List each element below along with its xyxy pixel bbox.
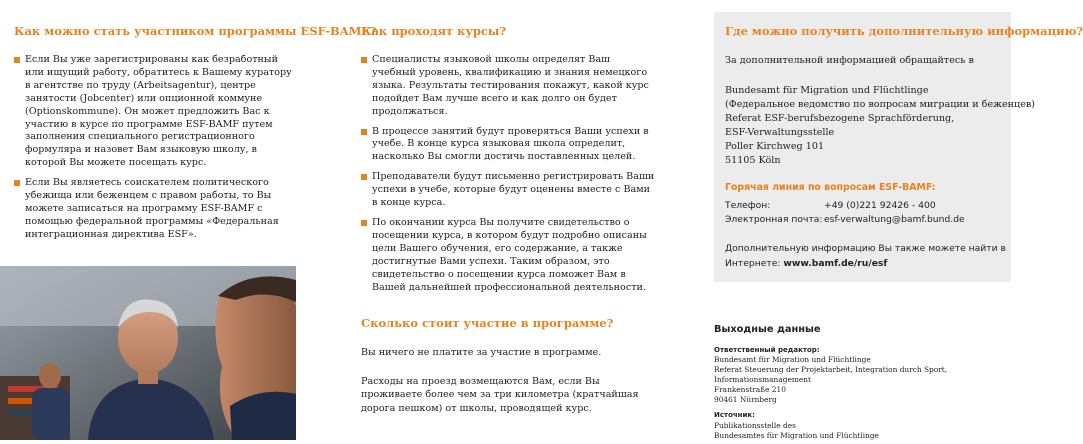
bullet-square-icon (361, 129, 367, 135)
bullet-square-icon (14, 180, 20, 186)
cost-text: Вы ничего не платите за участие в программе. (361, 347, 602, 358)
bullet-square-icon (361, 174, 367, 180)
address-line: 51105 Köln (725, 155, 781, 166)
address-line: Poller Kirchweg 101 (725, 141, 825, 152)
address-line: (Федеральное ведомство по вопросам миграции и беженцев) (725, 99, 1036, 110)
list-item-text: Преподаватели будут письменно регистрировать Ваши успехи в учебе, которые будут оценены вместе с Вами в конце курса. (372, 171, 655, 209)
list-item-text: Если Вы уже зарегистрированы как безработный или ищущий работу, обратитесь к Вашему куратору в агентстве по труду (Arbeitsagentur), центре занятости (Jobcenter) или опционной коммуне (Optionskommune). Он может предложить Вас к участию в курсе по программе ESF-BAMF путем заполнения специального регистрационного формуляра и назовет Вам языковую школу, в которой Вы можете посещать курс. (25, 54, 292, 169)
list-item (361, 54, 656, 119)
courses-heading: Как проходят курсы? (361, 24, 507, 38)
list-item-text: В процессе занятий будут проверяться Ваши успехи в учебе. В конце курса языковая школа определит, насколько Вы смогли достичь поставленных целей. (372, 125, 649, 163)
website-link[interactable]: www.bamf.de/ru/esf (783, 258, 888, 269)
list-item (361, 126, 656, 165)
info-heading: Где можно получить дополнительную информацию? (725, 24, 1083, 38)
hotline-heading: Горячая линия по вопросам ESF-BAMF: (725, 182, 936, 193)
email-row (725, 213, 965, 227)
more-info-line (725, 257, 887, 271)
source-label: Источник: (714, 411, 755, 419)
more-info-text: Дополнительную информацию Вы также можете найти в (725, 243, 1006, 254)
bullet-square-icon (14, 57, 20, 63)
address-line: ESF-Verwaltungsstelle (725, 127, 835, 138)
list-item-text: По окончании курса Вы получите свидетельство о посещении курса, в котором будут подробно описаны цели Вашего обучения, его содержание, а также достигнутые Вами успехи. Таким образом, это свидетельство о посещении курса поможет Вам в Вашей дальнейшей профессиональной деятельности. (372, 216, 647, 293)
courses-list (361, 54, 656, 301)
phone-number[interactable]: +49 (0)221 92426 - 400 (824, 200, 936, 211)
bullet-square-icon (361, 220, 367, 226)
editor-line: Bundesamt für Migration und Flüchtlinge (714, 355, 871, 364)
editor-line: Frankenstraße 210 (714, 385, 786, 394)
list-item (14, 177, 296, 242)
info-box (714, 12, 1083, 282)
list-item (14, 54, 296, 170)
address-line: Bundesamt für Migration und Flüchtlinge (725, 85, 929, 96)
address-line: Referat ESF-berufsbezogene Sprachförderung, (725, 113, 955, 124)
editor-line: Informationsmanagement (714, 375, 811, 384)
list-item (361, 171, 656, 210)
phone-label: Телефон: (725, 200, 771, 211)
list-item-text: Специалисты языковой школы определят Ваш учебный уровень, квалификацию и знания немецкого языка. Результаты тестирования покажут, какой курс подойдет Вам лучше всего и как долго он будет продолжаться. (372, 54, 649, 117)
source-line: Publikationsstelle des (714, 421, 796, 430)
email-link[interactable]: esf-verwaltung@bamf.bund.de (824, 214, 965, 225)
editor-line: Referat Steuerung der Projektarbeit, Integration durch Sport, (714, 365, 948, 374)
enrollment-heading: Как можно стать участником программы ESF-BAMF? (14, 24, 377, 38)
cost-heading: Сколько стоит участие в программе? (361, 316, 614, 330)
bullet-square-icon (361, 57, 367, 63)
workshop-photo (0, 266, 296, 440)
phone-row (725, 199, 936, 213)
imprint-title: Выходные данные (714, 324, 821, 335)
list-item (361, 217, 656, 294)
source-line: Bundesamtes für Migration und Flüchtlinge (714, 431, 879, 440)
list-item-text: Если Вы являетесь соискателем политического убежища или беженцем с правом работы, то Вы можете записаться на программу ESF-BAMF с помощью федеральной программы «Федеральная интеграционная директива ESF». (25, 177, 279, 240)
more-info-prefix: Интернете: (725, 258, 784, 269)
editor-line: 90461 Nürnberg (714, 395, 777, 404)
info-intro: За дополнительной информацией обращайтесь в (725, 55, 974, 66)
travel-cost-text: Расходы на проезд возмещаются Вам, если Вы проживаете более чем за три километра (кратчайшая дорога пешком) от школы, проводящей курс. (361, 376, 639, 414)
email-label: Электронная почта: (725, 214, 823, 225)
enrollment-list (14, 54, 296, 249)
editor-label: Ответственный редактор: (714, 346, 820, 354)
